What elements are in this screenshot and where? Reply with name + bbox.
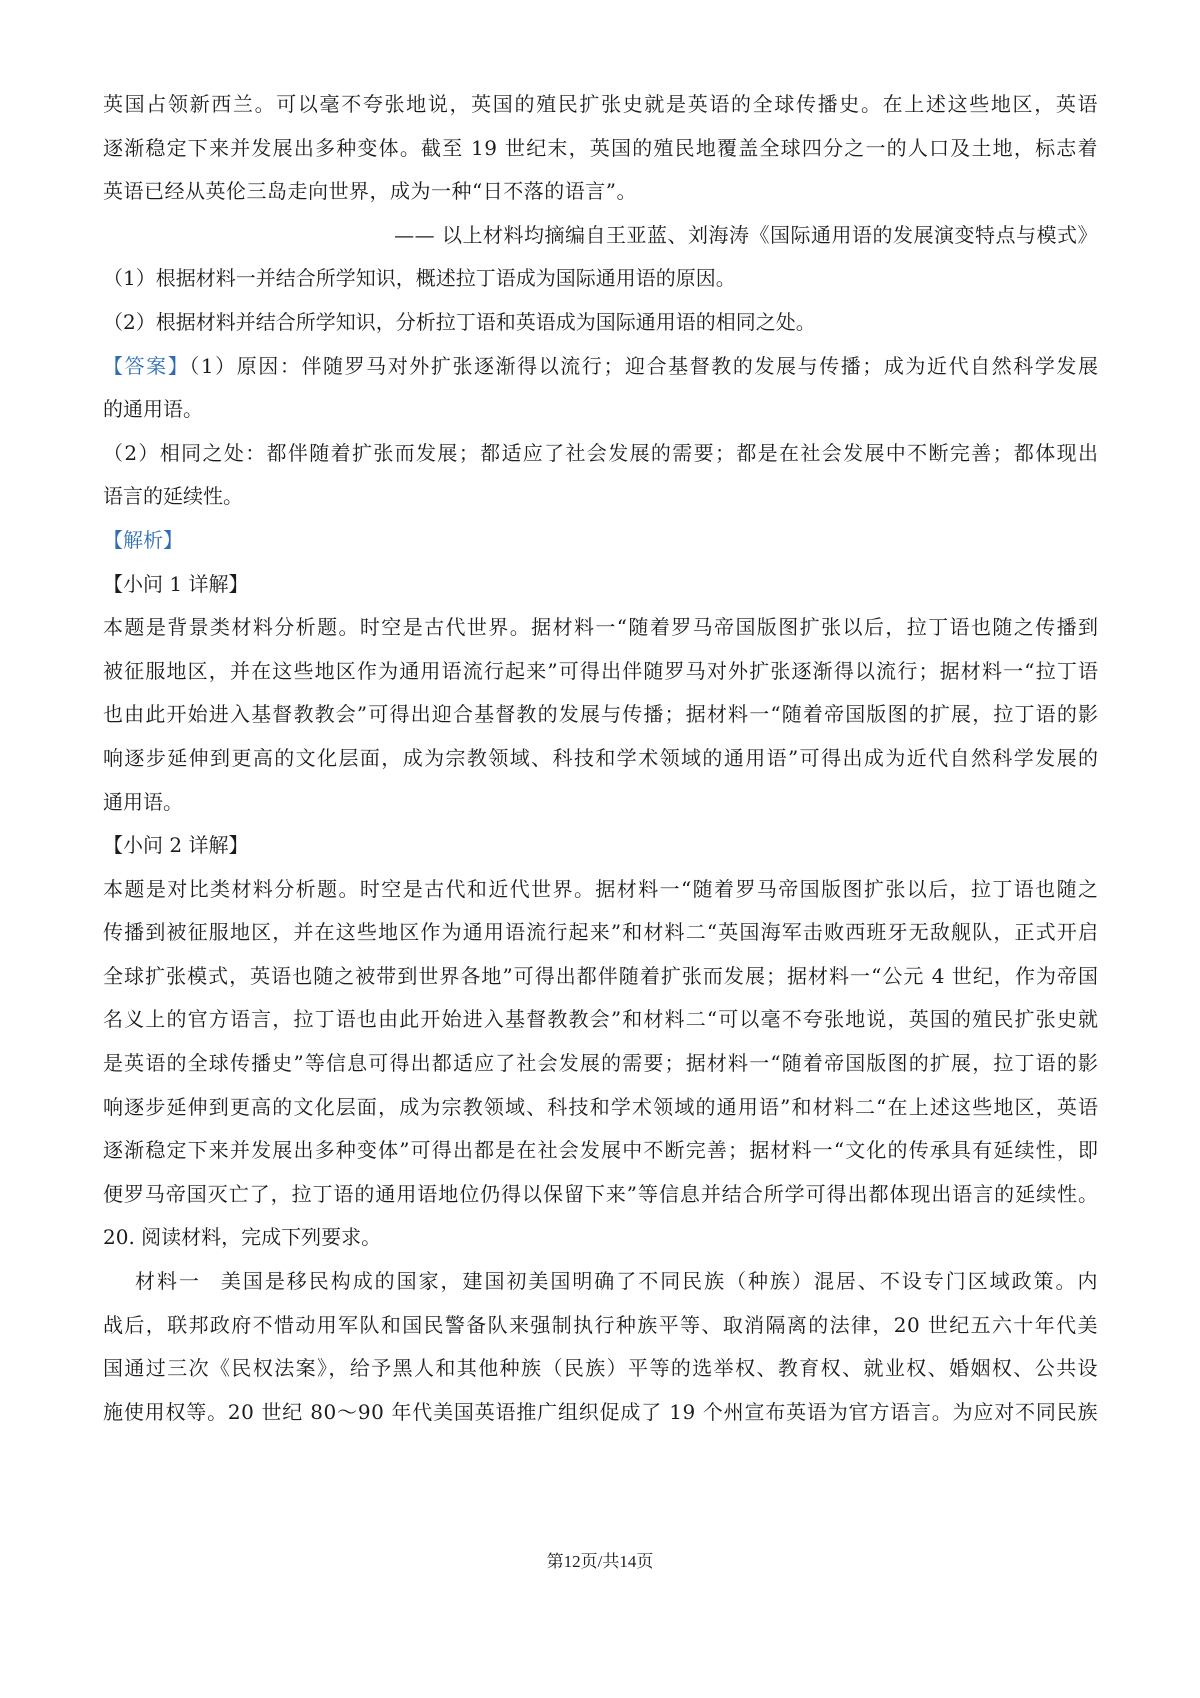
- answer-line: [103, 345, 1098, 389]
- analysis-line: 响逐步延伸到更高的文化层面，成为宗教领域、科技和学术领域的通用语”和材料二“在上述这些地区，英语: [103, 1094, 1098, 1119]
- answer-line: 的通用语。: [103, 397, 203, 422]
- material-line: 英语已经从英伦三岛走向世界，成为一种“日不落的语言”。: [103, 179, 637, 204]
- analysis-line: 被征服地区，并在这些地区作为通用语流行起来”可得出伴随罗马对外扩张逐渐得以流行；据材料一“拉丁语: [103, 658, 1098, 683]
- answer-part1-text: （1）原因：伴随罗马对外扩张逐渐得以流行；迎合基督教的发展与传播；成为近代自然科学发展: [189, 353, 1098, 378]
- material-line: 英国占领新西兰。可以毫不夸张地说，英国的殖民扩张史就是英语的全球传播史。在上述这些地区，英语: [103, 92, 1098, 116]
- material1-line: 战后，联邦政府不惜动用军队和国民警备队来强制执行种族平等、取消隔离的法律，20 世纪五六十年代美: [103, 1312, 1098, 1337]
- analysis-line: 逐渐稳定下来并发展出多种变体”可得出都是在社会发展中不断完善；据材料一“文化的传承具有延续性，即: [103, 1138, 1098, 1163]
- question-20-stem: 20. 阅读材料，完成下列要求。: [103, 1225, 382, 1250]
- answer-line: 语言的延续性。: [103, 484, 243, 509]
- analysis-label: 【解析】: [103, 527, 183, 552]
- analysis-line: 是英语的全球传播史”等信息可得出都适应了社会发展的需要；据材料一“随着帝国版图的扩展，拉丁语的影: [103, 1051, 1098, 1076]
- document-page: [103, 83, 1098, 1434]
- analysis-line: 通用语。: [103, 789, 183, 814]
- material1-line: [103, 1260, 1098, 1304]
- answer-line: （2）相同之处：都伴随着扩张而发展；都适应了社会发展的需要；都是在社会发展中不断完善；都体现出: [103, 440, 1098, 465]
- material1-line: 国通过三次《民权法案》，给予黑人和其他种族（民族）平等的选举权、教育权、就业权、婚姻权、公共设: [103, 1356, 1098, 1381]
- material-attribution: —— 以上材料均摘编自王亚蓝、刘海涛《国际通用语的发展演变特点与模式》: [394, 222, 1098, 247]
- question-2: （2）根据材料并结合所学知识，分析拉丁语和英语成为国际通用语的相同之处。: [103, 309, 816, 334]
- subquestion-2-heading: 【小问 2 详解】: [103, 833, 249, 858]
- material-line: 逐渐稳定下来并发展出多种变体。截至 19 世纪末，英国的殖民地覆盖全球四分之一的人口及土地，标志着: [103, 135, 1098, 160]
- analysis-line: 响逐步延伸到更高的文化层面，成为宗教领域、科技和学术领域的通用语”可得出成为近代自然科学发展的: [103, 745, 1098, 770]
- page-number-footer: 第12页/共14页: [546, 1552, 654, 1571]
- analysis-line: 本题是背景类材料分析题。时空是古代世界。据材料一“随着罗马帝国版图扩张以后，拉丁语也随之传播到: [103, 615, 1098, 640]
- answer-label: 【答案】: [103, 353, 190, 378]
- material1-text: 美国是移民构成的国家，建国初美国明确了不同民族（种族）混居、不设专门区域政策。内: [220, 1269, 1098, 1294]
- analysis-line: 传播到被征服地区，并在这些地区作为通用语流行起来”和材料二“英国海军击败西班牙无敌舰队，正式开启: [103, 920, 1098, 945]
- material1-line: 施使用权等。20 世纪 80～90 年代美国英语推广组织促成了 19 个州宣布英语为官方语言。为应对不同民族: [103, 1399, 1098, 1424]
- material1-label: 材料一: [135, 1269, 201, 1294]
- analysis-line: 本题是对比类材料分析题。时空是古代和近代世界。据材料一“随着罗马帝国版图扩张以后，拉丁语也随之: [103, 876, 1098, 901]
- question-1: （1）根据材料一并结合所学知识，概述拉丁语成为国际通用语的原因。: [103, 266, 736, 291]
- analysis-line: 便罗马帝国灭亡了，拉丁语的通用语地位仍得以保留下来”等信息并结合所学可得出都体现出语言的延续性。: [103, 1181, 1098, 1206]
- subquestion-1-heading: 【小问 1 详解】: [103, 571, 249, 596]
- analysis-line: 也由此开始进入基督教教会”可得出迎合基督教的发展与传播；据材料一“随着帝国版图的扩展，拉丁语的影: [103, 702, 1098, 727]
- analysis-line: 全球扩张模式，英语也随之被带到世界各地”可得出都伴随着扩张而发展；据材料一“公元 4 世纪，作为帝国: [103, 963, 1098, 988]
- analysis-line: 名义上的官方语言，拉丁语也由此开始进入基督教教会”和材料二“可以毫不夸张地说，英国的殖民扩张史就: [103, 1007, 1098, 1032]
